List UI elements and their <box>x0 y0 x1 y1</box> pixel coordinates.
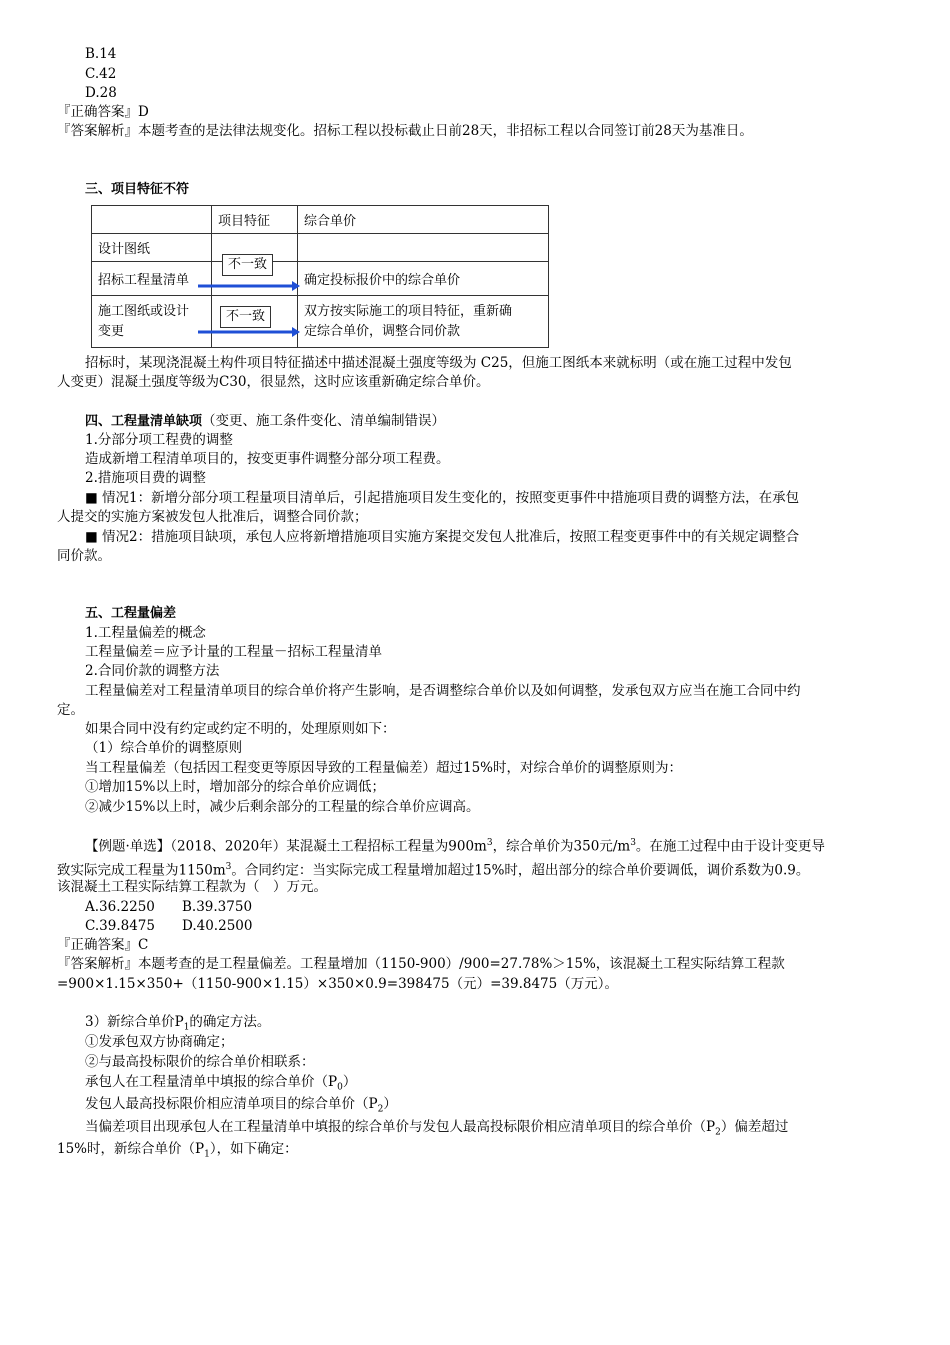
paragraph: 工程量偏差对工程量清单项目的综合单价将产生影响，是否调整综合单价以及如何调整，发承包双方应当在施工合同中约 <box>85 683 801 699</box>
question-text: （2018、2020年）某混凝土工程招标工程量为900m <box>170 838 487 855</box>
subscript: 2 <box>715 1127 721 1138</box>
question-text: 。合同约定：当实际完成工程量增加超过15%时，超出部分的综合单价要调低，调价系数为0.9。 <box>231 862 810 879</box>
table-row-label: 招标工程量清单 <box>92 262 212 296</box>
paragraph: 定。 <box>57 702 84 718</box>
table-header: 综合单价 <box>298 206 549 234</box>
paragraph <box>57 1140 298 1165</box>
paragraph <box>85 1073 356 1098</box>
answer-analysis: =900×1.15×350+（1150-900×1.15）×350×0.9=398475（元）=39.8475（万元）。 <box>57 976 618 992</box>
paragraph: ①发承包双方协商确定； <box>85 1034 234 1050</box>
option-c: C.39.8475 <box>85 918 155 934</box>
subscript: 0 <box>337 1082 343 1093</box>
paragraph: 同价款。 <box>57 548 111 564</box>
paragraph: 工程量偏差＝应予计量的工程量－招标工程量清单 <box>85 644 382 660</box>
option-a: A.36.2250 <box>85 899 155 915</box>
superscript: 3 <box>630 838 636 848</box>
paragraph <box>85 1118 788 1143</box>
question-text: 致实际完成工程量为1150m <box>57 862 226 879</box>
subscript: 1 <box>183 1022 190 1033</box>
example-question <box>85 834 825 857</box>
mismatch-label: 不一致 <box>222 254 273 276</box>
option-d: D.40.2500 <box>182 918 253 934</box>
paragraph: 如果合同中没有约定或约定不明的，处理原则如下： <box>85 721 396 737</box>
table-row-label: 设计图纸 <box>92 234 212 262</box>
cell-line: 双方按实际施工的项目特征，重新确 <box>304 303 513 319</box>
text: 当偏差项目出现承包人在工程量清单中填报的综合单价与发包人最高投标限价相应清单项目的综合单价（P <box>85 1119 716 1135</box>
paragraph: 人变更）混凝土强度等级为C30，很显然，这时应该重新确定综合单价。 <box>57 374 490 390</box>
paragraph: 造成新增工程清单项目的，按变更事件调整分部分项工程费。 <box>85 451 450 467</box>
example-question: 该混凝土工程实际结算工程款为（ ）万元。 <box>57 879 327 895</box>
section-title-4 <box>85 412 445 431</box>
paragraph: ■ 情况2：措施项目缺项，承包人应将新增措施项目实施方案提交发包人批准后，按照工程变更事件中的有关规定调整合 <box>85 529 800 545</box>
paragraph: 2.措施项目费的调整 <box>85 470 206 486</box>
arrow-head-icon <box>292 281 300 291</box>
question-text: 。在施工过程中由于设计变更导 <box>635 838 825 855</box>
paragraph: ①增加15%以上时，增加部分的综合单价应调低； <box>85 779 386 795</box>
correct-answer: 『正确答案』D <box>57 104 149 120</box>
section-title-note: （变更、施工条件变化、清单编制错误） <box>202 413 446 429</box>
text: 发包人最高投标限价相应清单项目的综合单价（P <box>85 1096 378 1112</box>
subscript: 2 <box>377 1104 384 1115</box>
subscript: 1 <box>204 1149 210 1160</box>
option-d: D.28 <box>85 85 117 101</box>
paragraph: 招标时，某现浇混凝土构件项目特征描述中描述混凝土强度等级为 C25，但施工图纸本来就标明（或在施工过程中发包 <box>85 355 792 371</box>
superscript: 3 <box>486 838 493 848</box>
paragraph: 当工程量偏差（包括因工程变更等原因导致的工程量偏差）超过15%时，对综合单价的调整原则为： <box>85 760 683 776</box>
answer-analysis: 『答案解析』本题考查的是工程量偏差。工程量增加（1150-900）/900=27.78%＞15%，该混凝土工程实际结算工程款 <box>57 956 785 972</box>
paragraph: 人提交的实施方案被发包人批准后，调整合同价款； <box>57 509 368 525</box>
table-header: 项目特征 <box>212 206 298 234</box>
arrow-overlay <box>0 0 950 400</box>
text: 的确定方法。 <box>189 1014 271 1030</box>
section-title-5: 五、工程量偏差 <box>85 606 177 621</box>
option-b: B.39.3750 <box>182 899 253 915</box>
row-label-line: 变更 <box>98 323 125 339</box>
text: 3）新综合单价P <box>85 1014 184 1030</box>
text: ） <box>383 1096 397 1112</box>
text: 承包人在工程量清单中填报的综合单价（P <box>85 1074 338 1090</box>
correct-answer: 『正确答案』C <box>57 937 149 953</box>
table-cell: 确定投标报价中的综合单价 <box>298 262 549 296</box>
paragraph: ②减少15%以上时，减少后剩余部分的工程量的综合单价应调高。 <box>85 799 480 815</box>
answer-analysis: 『答案解析』本题考查的是法律法规变化。招标工程以投标截止日前28天，非招标工程以合同签订前28天为基准日。 <box>57 123 753 139</box>
section-title-text: 四、工程量清单缺项 <box>85 414 203 429</box>
text: ），如下确定： <box>209 1141 298 1157</box>
paragraph: 1.工程量偏差的概念 <box>85 625 206 641</box>
paragraph: （1）综合单价的调整原则 <box>85 740 243 756</box>
superscript: 3 <box>225 862 232 872</box>
mismatch-label: 不一致 <box>220 306 271 328</box>
option-c: C.42 <box>85 66 117 82</box>
option-b: B.14 <box>85 46 117 62</box>
cell-line: 定综合单价，调整合同价款 <box>304 323 461 339</box>
text: 15%时，新综合单价（P <box>57 1141 205 1157</box>
question-text: ，综合单价为350元/m <box>492 838 631 855</box>
paragraph: 1.分部分项工程费的调整 <box>85 432 233 448</box>
paragraph: ■ 情况1：新增分部分项工程量项目清单后，引起措施项目发生变化的，按照变更事件中措施项目费的调整方法，在承包 <box>85 490 800 506</box>
row-label-line: 施工图纸或设计 <box>98 303 190 319</box>
section-title-3: 三、项目特征不符 <box>85 182 190 197</box>
paragraph: 2.合同价款的调整方法 <box>85 663 220 679</box>
example-tag: 【例题·单选】 <box>85 838 171 855</box>
text: ）偏差超过 <box>720 1119 789 1135</box>
paragraph <box>85 1095 397 1120</box>
text: ） <box>342 1074 357 1090</box>
paragraph: ②与最高投标限价的综合单价相联系： <box>85 1054 315 1070</box>
arrow-head-icon <box>292 327 300 337</box>
